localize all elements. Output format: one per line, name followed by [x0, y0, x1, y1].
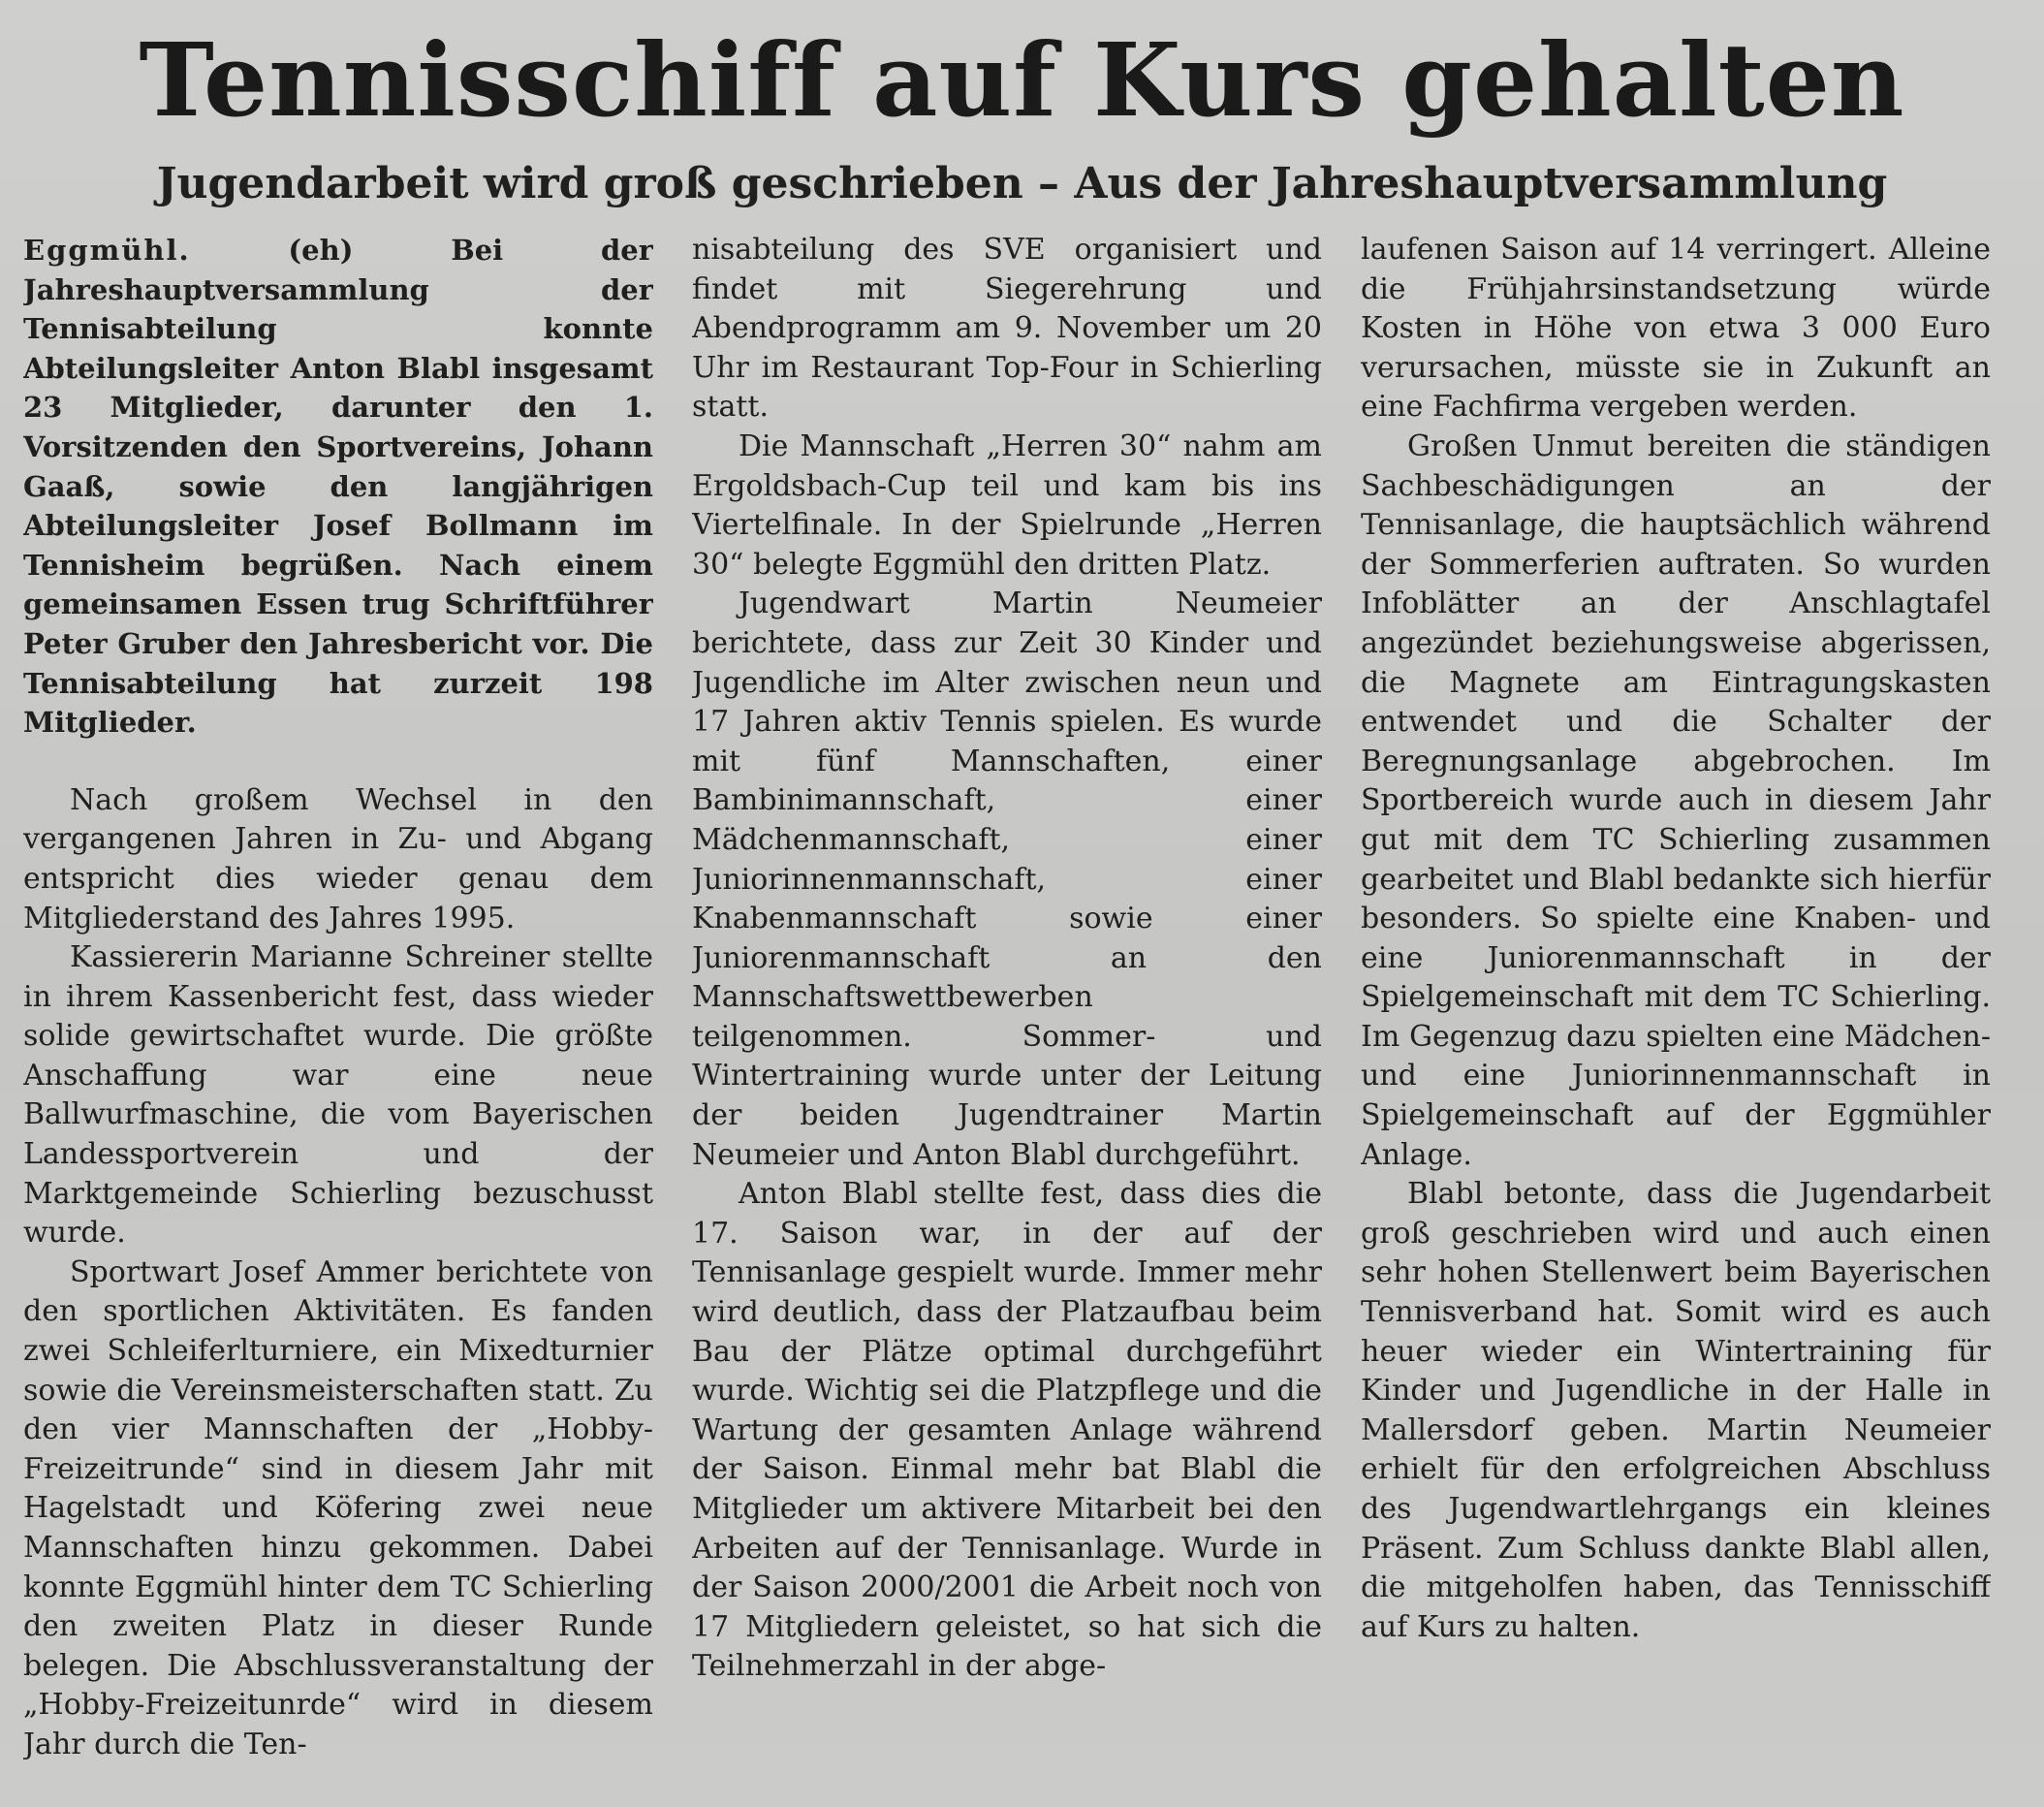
- body-paragraph: Blabl betonte, dass die Jugendarbeit groß geschrieben wird und auch einen sehr hohen Stellenwert beim Bayerischen Tennisverband hat. Somit wird es auch heuer wieder ein Wintertraining für Kinder und Jugendliche in der Halle in Mallersdorf geben. Martin Neumeier erhielt für den erfolgreichen Abschluss des Jugendwartlehrgangs ein kleines Präsent. Zum Schluss dankte Blabl allen, die mitgeholfen haben, das Tennisschiff auf Kurs zu halten.: [1361, 1177, 1991, 1644]
- body-paragraph: Großen Unmut bereiten die ständigen Sachbeschädigungen an der Tennisanlage, die hauptsächlich während der Sommerferien auftraten. So wurden Infoblätter an der Anschlagtafel angezündet beziehungsweise abgerissen, die Magnete am Eintragungskasten entwendet und die Schalter der Beregnungsanlage abgebrochen. Im Sportbereich wurde auch in diesem Jahr gut mit dem TC Schierling zusammen gearbeitet und Blabl bedankte sich hierfür besonders. So spielte eine Knaben- und eine Juniorenmannschaft in der Spielgemeinschaft mit dem TC Schierling. Im Gegenzug dazu spielten eine Mädchen- und eine Juniorinnenmannschaft in Spielgemeinschaft auf der Eggmühler Anlage.: [1361, 428, 1991, 1172]
- body-paragraph: Jugendwart Martin Neumeier berichtete, dass zur Zeit 30 Kinder und Jugendliche im Alter zwischen neun und 17 Jahren aktiv Tennis spielen. Es wurde mit fünf Mannschaften, einer Bambinimannschaft, einer Mädchenmannschaft, einer Juniorinnenmannschaft, einer Knabenmannschaft sowie einer Juniorenmannschaft an den Mannschaftswettbewerben teilgenommen. Sommer- und Wintertraining wurde unter der Leitung der beiden Jugendtrainer Martin Neumeier und Anton Blabl durchgeführt.: [692, 586, 1322, 1172]
- headline: Tennisschiff auf Kurs gehalten: [139, 20, 1905, 140]
- lead-paragraph: [23, 231, 653, 743]
- dateline: Eggmühl.: [23, 234, 191, 267]
- body-paragraph: Anton Blabl stellte fest, dass dies die 17. Saison war, in der auf der Tennisanlage gespielt wurde. Immer mehr wird deutlich, dass der Platzaufbau beim Bau der Plätze optimal durchgeführt wurde. Wichtig sei die Platzpflege und die Wartung der gesamten Anlage während der Saison. Einmal mehr bat Blabl die Mitglieder um aktivere Mitarbeit bei den Arbeiten auf der Tennisanlage. Wurde in der Saison 2000/2001 die Arbeit noch von 17 Mitgliedern geleistet, so hat sich die Teilnehmerzahl in der abge-: [692, 1177, 1322, 1684]
- body-paragraph: Sportwart Josef Ammer berichtete von den sportlichen Aktivitäten. Es fanden zwei Schleiferlturniere, ein Mixedturnier sowie die Vereinsmeisterschaften statt. Zu den vier Mannschaften der „Hobby-Freizeitrunde“ sind in diesem Jahr mit Hagelstadt und Köfering zwei neue Mannschaften hinzu gekommen. Dabei konnte Eggmühl hinter dem TC Schierling den zweiten Platz in dieser Runde belegen. Die Abschlussveranstaltung der „Hobby-Freizeitunrde“ wird in diesem Jahr durch die Ten-: [23, 1254, 653, 1761]
- lead-text: (eh) Bei der Jahreshauptversammlung der Tennisabteilung konnte Abteilungsleiter Anton Blabl insgesamt 23 Mitglieder, darunter den 1. Vorsitzenden den Sportvereins, Johann Gaaß, sowie den langjährigen Abteilungsleiter Josef Bollmann im Tennisheim begrüßen. Nach einem gemeinsamen Essen trug Schriftführer Peter Gruber den Jahresbericht vor. Die Tennisabteilung hat zurzeit 198 Mitglieder.: [23, 234, 653, 740]
- body-paragraph: Die Mannschaft „Herren 30“ nahm am Ergoldsbach-Cup teil und kam bis ins Viertelfinale. In der Spielrunde „Herren 30“ belegte Eggmühl den dritten Platz.: [692, 428, 1322, 582]
- body-paragraph: Kassiererin Marianne Schreiner stellte in ihrem Kassenbericht fest, dass wieder solide gewirtschaftet wurde. Die größte Anschaffung war eine neue Ballwurfmaschine, die vom Bayerischen Landessportverein und der Marktgemeinde Schierling bezuschusst wurde.: [23, 940, 653, 1251]
- column-3: [1361, 231, 1991, 1791]
- subheadline: Jugendarbeit wird groß geschrieben – Aus der Jahreshauptversammlung: [156, 159, 1888, 208]
- continued-paragraph: laufenen Saison auf 14 verringert. Alleine die Frühjahrsinstandsetzung würde Kosten in Höhe von etwa 3 000 Euro verursachen, müsste sie in Zukunft an eine Fachfirma vergeben werden.: [1361, 233, 1991, 425]
- column-1: [23, 231, 653, 1791]
- continued-paragraph: nisabteilung des SVE organisiert und findet mit Siegerehrung und Abendprogramm am 9. November um 20 Uhr im Restaurant Top-Four in Schierling statt.: [692, 233, 1322, 425]
- body-paragraph: Nach großem Wechsel in den vergangenen Jahren in Zu- und Abgang entspricht dies wieder genau dem Mitgliederstand des Jahres 1995.: [23, 782, 653, 935]
- column-2: [692, 231, 1322, 1791]
- article-columns: [23, 231, 1991, 1791]
